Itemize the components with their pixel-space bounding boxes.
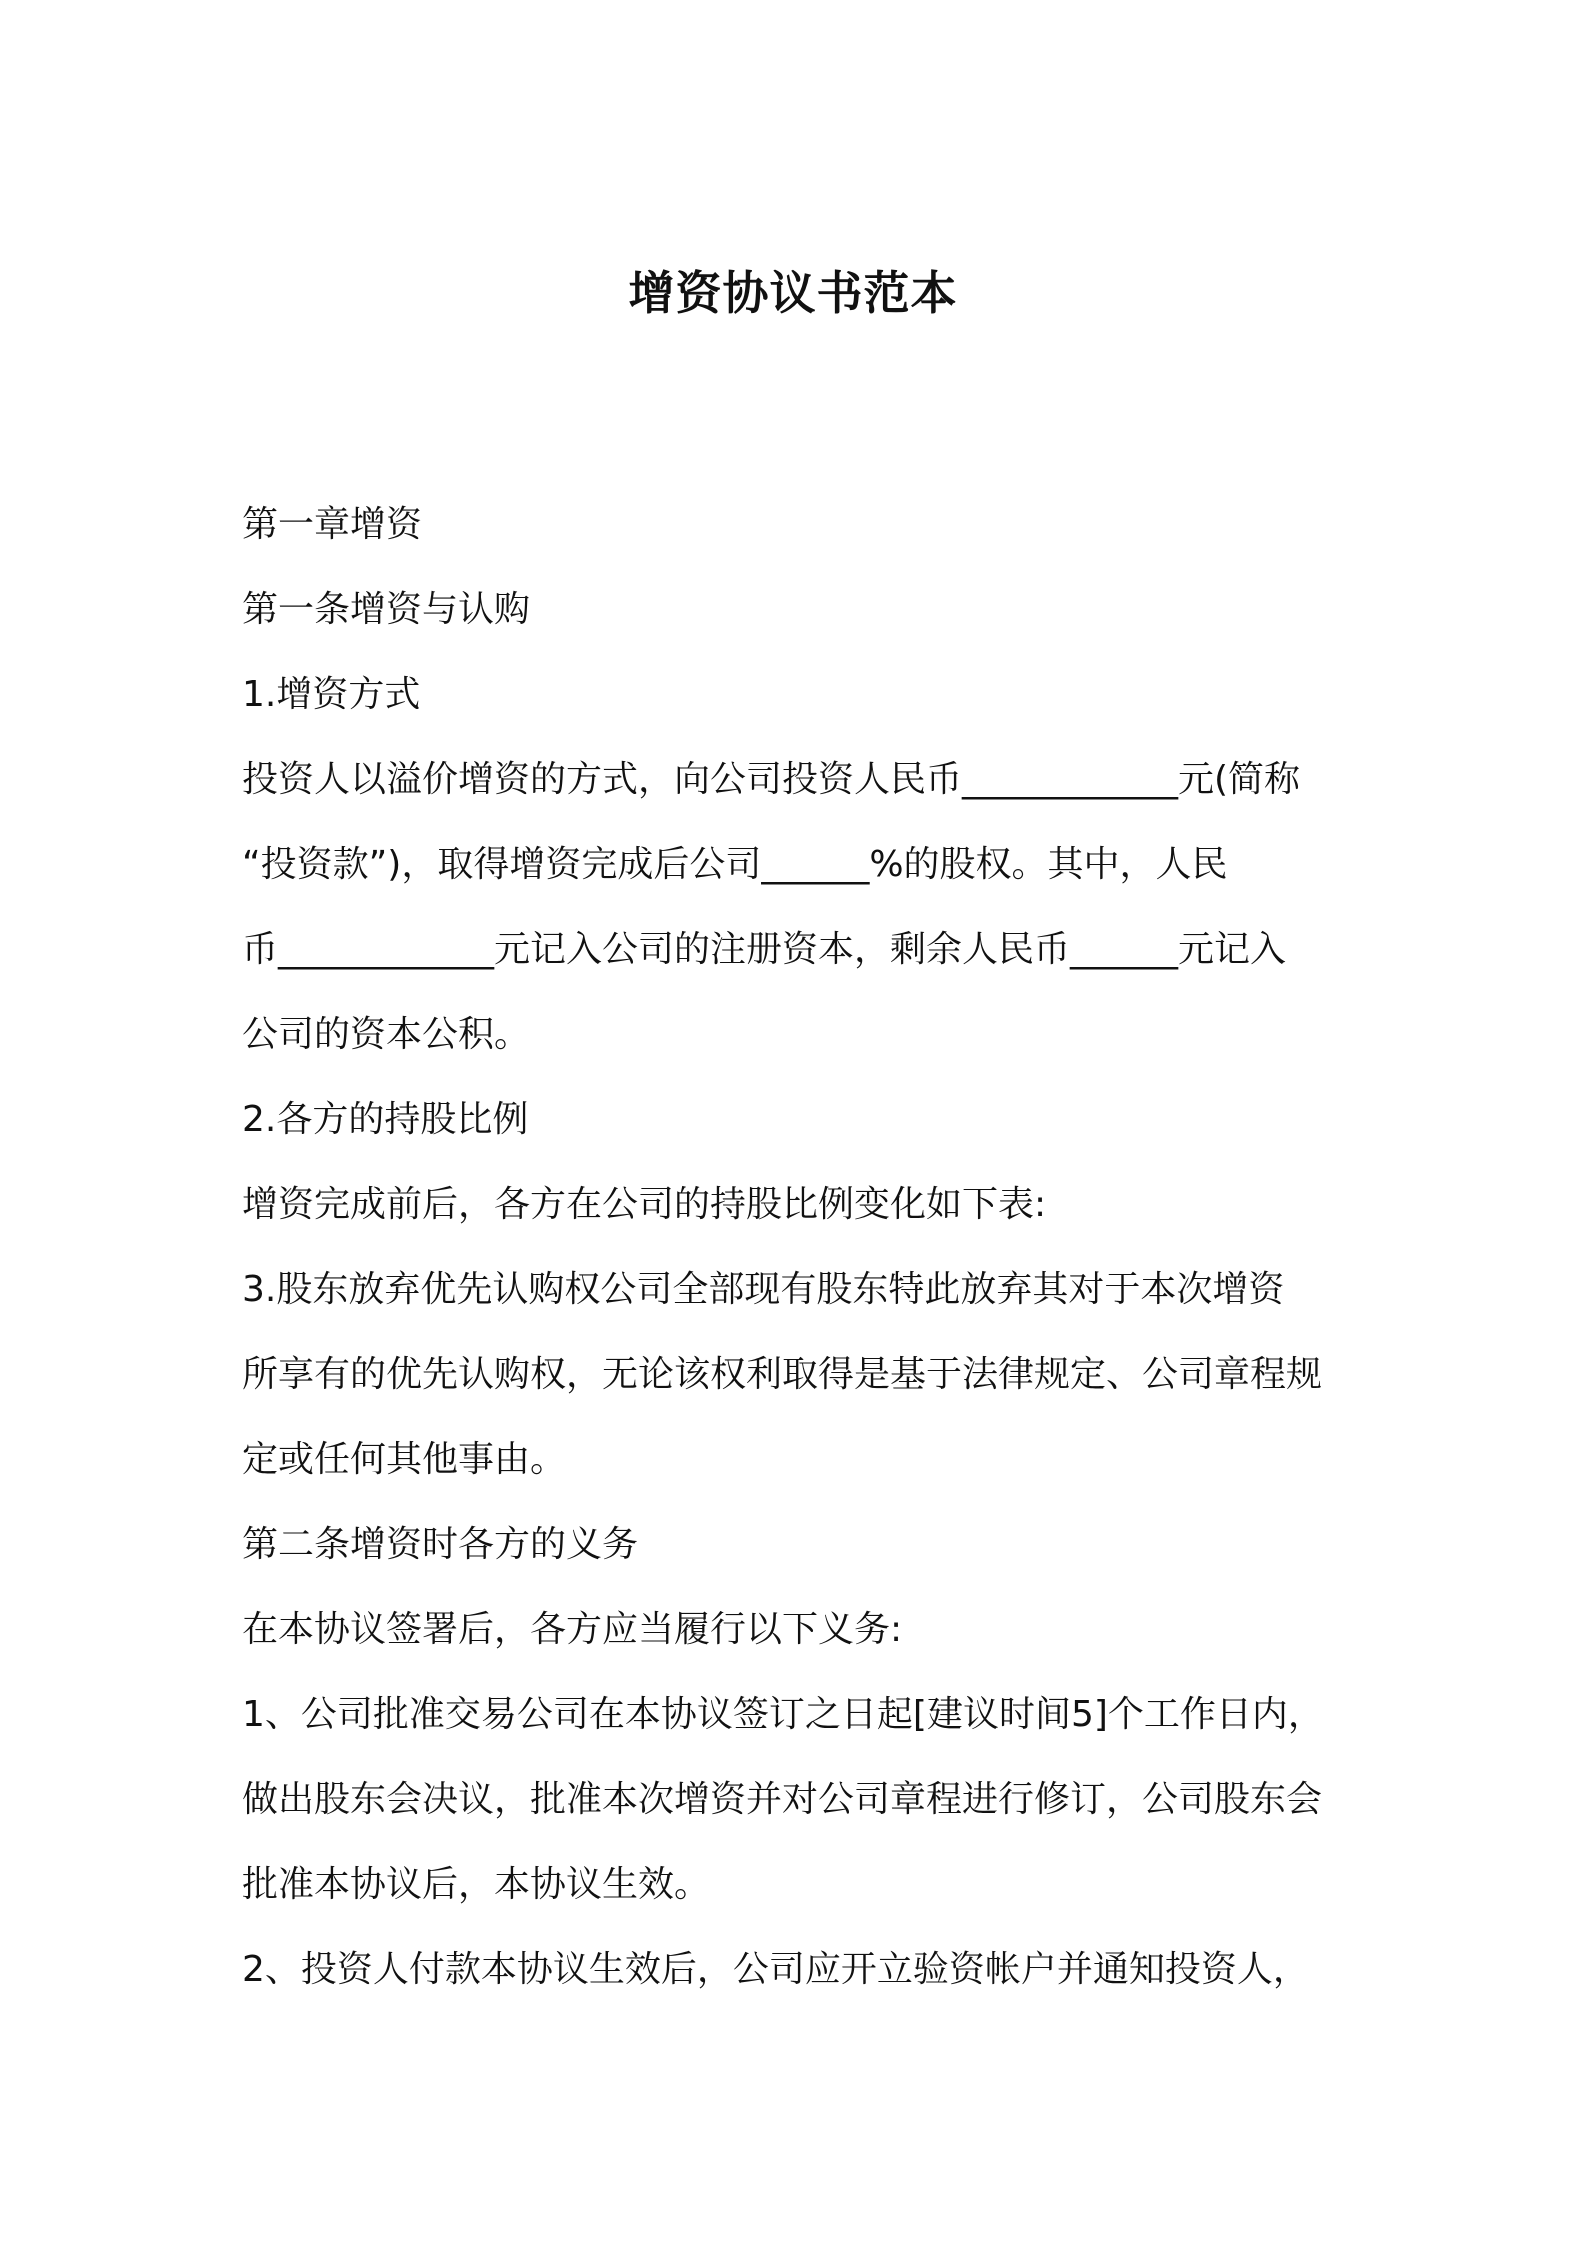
paragraph-line: 公司的资本公积。: [242, 1014, 531, 1055]
paragraph-line: 所享有的优先认购权，无论该权利取得是基于法律规定、公司章程规: [242, 1354, 1323, 1395]
paragraph-line: 币____________元记入公司的注册资本，剩余人民币______元记入: [242, 929, 1287, 970]
paragraph-line: 做出股东会决议，批准本次增资并对公司章程进行修订，公司股东会: [242, 1779, 1323, 1820]
paragraph-line: “投资款”)，取得增资完成后公司______%的股权。其中，人民: [242, 844, 1228, 885]
paragraph-line: 2、投资人付款本协议生效后，公司应开立验资帐户并通知投资人，: [242, 1949, 1309, 1990]
paragraph-line: 3.股东放弃优先认购权公司全部现有股东特此放弃其对于本次增资: [242, 1269, 1285, 1310]
chapter-heading-1: 第一章增资: [242, 504, 423, 545]
paragraph-line: 1、公司批准交易公司在本协议签订之日起[建议时间5]个工作日内，: [242, 1694, 1324, 1735]
paragraph-line: 增资完成前后，各方在公司的持股比例变化如下表:: [242, 1184, 1047, 1225]
article-heading-1: 第一条增资与认购: [242, 589, 531, 630]
article-heading-2: 第二条增资时各方的义务: [242, 1524, 639, 1565]
paragraph-line: 定或任何其他事由。: [242, 1439, 567, 1480]
paragraph-line: 在本协议签署后，各方应当履行以下义务:: [242, 1609, 903, 1650]
section-heading-shareholding-ratio: 2.各方的持股比例: [242, 1099, 529, 1140]
section-heading-capital-increase-method: 1.增资方式: [242, 674, 421, 715]
paragraph-line: 投资人以溢价增资的方式，向公司投资人民币____________元(简称: [242, 759, 1301, 800]
paragraph-line: 批准本协议后，本协议生效。: [242, 1864, 711, 1905]
document-title: 增资协议书范本: [628, 266, 958, 320]
